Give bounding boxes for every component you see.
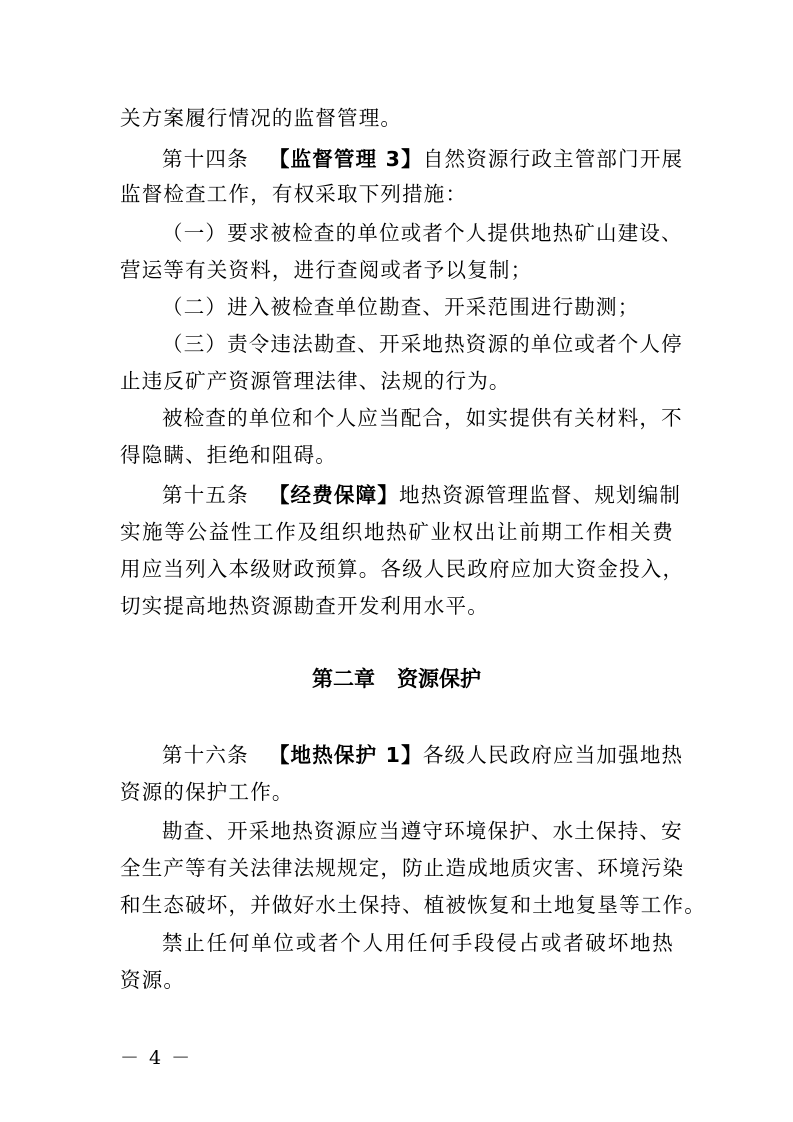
text-line: 资源的保护工作。 (120, 780, 294, 804)
article-number: 第十六条 (162, 743, 249, 767)
article-14-heading (162, 146, 684, 172)
text-line: （一）要求被检查的单位或者个人提供地热矿山建设、 (162, 221, 683, 245)
text-line: 禁止任何单位或者个人用任何手段侵占或者破坏地热 (162, 931, 674, 955)
text-line: 监督检查工作，有权采取下列措施： (120, 182, 468, 206)
page-number: － 4 － (120, 1047, 193, 1069)
article-text: 地热资源管理监督、规划编制 (399, 483, 682, 507)
text-line: 和生态破坏，并做好水土保持、植被恢复和土地复垦等工作。 (120, 893, 706, 917)
text-line: 营运等有关资料，进行查阅或者予以复制； (120, 258, 533, 282)
article-number: 第十五条 (162, 483, 249, 507)
text-line: 切实提高地热资源勘查开发利用水平。 (120, 594, 489, 618)
text-line: 资源。 (120, 968, 186, 992)
text-line: 用应当列入本级财政预算。各级人民政府应加大资金投入， (120, 557, 685, 581)
text-line: 得隐瞒、拒绝和阻碍。 (120, 443, 337, 467)
article-title: 【经费保障】 (268, 483, 400, 507)
article-16-heading (162, 742, 684, 768)
article-text: 自然资源行政主管部门开展 (422, 147, 684, 171)
chapter-heading (0, 665, 793, 693)
article-title: 【监督管理 3】 (268, 147, 423, 171)
text-line: 全生产等有关法律法规规定，防止造成地质灾害、环境污染 (120, 856, 685, 880)
text-line: 实施等公益性工作及组织地热矿业权出让前期工作相关费 (120, 520, 674, 544)
text-line: 被检查的单位和个人应当配合，如实提供有关材料，不 (162, 406, 683, 430)
article-15-heading (162, 482, 682, 508)
text-line: 止违反矿产资源管理法律、法规的行为。 (120, 369, 511, 393)
article-text: 各级人民政府应当加强地热 (422, 743, 684, 767)
chapter-number: 第二章 (312, 667, 375, 691)
text-line: 勘查、开采地热资源应当遵守环境保护、水土保持、安 (162, 819, 683, 843)
article-title: 【地热保护 1】 (268, 743, 423, 767)
article-number: 第十四条 (162, 147, 249, 171)
chapter-title: 资源保护 (397, 667, 481, 691)
text-line: 关方案履行情况的监督管理。 (120, 106, 403, 130)
text-line: （三）责令违法勘查、开采地热资源的单位或者个人停 (162, 332, 683, 356)
text-line: （二）进入被检查单位勘查、开采范围进行勘测； (162, 295, 640, 319)
